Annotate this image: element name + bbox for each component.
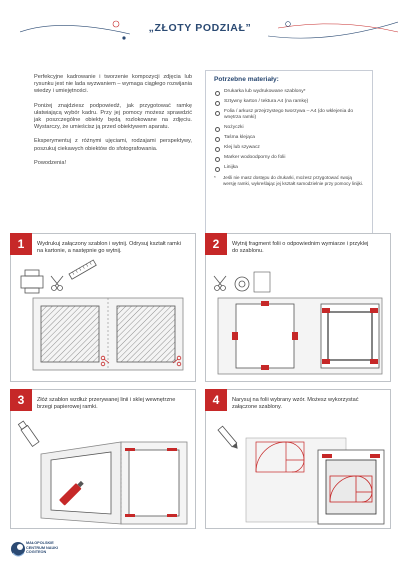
page-title: „ZŁOTY PODZIAŁ” (148, 22, 252, 34)
intro-paragraph: Eksperymentuj z różnymi ujęciami, rodzajami perspektywy, poszukuj ciekawych obiektów do sfotografowania. (34, 138, 192, 152)
list-item: Nożyczki (214, 125, 364, 131)
materials-box (205, 70, 373, 234)
step-4-panel (205, 389, 391, 529)
step-3-panel (10, 389, 196, 529)
footer-line: MAŁOPOLSKIE (26, 541, 54, 545)
footer-line: CENTRUM NAUKI (26, 545, 59, 550)
glue-icon (18, 420, 39, 446)
list-item: Drukarka lub wydrukowane szablony* (214, 89, 364, 95)
step-4-illustration (206, 390, 392, 530)
step-number-badge: 3 (10, 389, 32, 411)
step-number-badge: 2 (205, 233, 227, 255)
step-2-text: Wytnij fragment folii o odpowiednim wymiarze i przyklej do szablonu. (232, 241, 369, 254)
list-item: Klej lub szywacz (214, 145, 364, 151)
ruler-icon (69, 260, 96, 279)
scissors-icon (51, 276, 63, 291)
step-1-text: Wydrukuj załączony szablon i wytnij. Odrysuj kształt ramki na kartonie, a następnie go wytnij. (37, 241, 181, 254)
list-item: Linijka (214, 165, 364, 171)
note-star: * (214, 175, 216, 180)
step-1-illustration (11, 234, 197, 383)
intro-paragraph: Perfekcyjne kadrowanie i tworzenie kompozycji zdjęcia lub rysunku jest nie lada wyzwaniem – wymaga ciągłego rozwijania wiedzy i umiejętności. (34, 74, 192, 95)
step-3-illustration (11, 390, 197, 530)
printer-icon (21, 270, 43, 293)
materials-note (214, 175, 364, 187)
step-2-panel (205, 233, 391, 382)
intro-text (34, 74, 192, 174)
tape-icon (235, 277, 249, 291)
note-text: Jeśli nie masz dostępu do drukarki, możesz przygotować swoją wersję ramki, wykreślając jej kształt samodzielnie przy pomocy linijki. (223, 175, 364, 186)
intro-closing: Powodzenia! (34, 159, 67, 166)
step-1-panel (10, 233, 196, 382)
title-decoration-left (20, 14, 130, 48)
title-decoration-right (268, 14, 398, 48)
list-item: Folia / arkusz przejrzystego tworzywa – A4 (do wklejenia do wnętrza ramki) (214, 109, 364, 121)
marker-icon (218, 426, 240, 451)
list-item: Marker wodoodporny do folii (214, 155, 364, 161)
materials-heading: Potrzebne materiały: (214, 76, 279, 83)
step-4-text: Narysuj na folii wybrany wzór. Możesz wykorzystać załączone szablony. (232, 397, 359, 410)
list-item: Sztywny karton / tektura A4 (na ramkę) (214, 99, 364, 105)
step-3-text: Złóż szablon wzdłuż przerywanej linii i sklej wewnętrzne brzegi papierowej ramki. (37, 397, 176, 410)
list-item: Taśma klejąca (214, 135, 364, 141)
intro-paragraph: Poniżej znajdziesz podpowiedź, jak przygotować ramkę ułatwiającą wybór kadru. Przy jej pomocy możesz sprawdzić jak poszczególne obiekty będą rozlokowane na zdjęciu. Wystarczy, że umieścisz ją przed obiektywem aparatu. (34, 102, 192, 131)
step-number-badge: 1 (10, 233, 32, 255)
step-2-illustration (206, 234, 392, 383)
footer-brand (26, 541, 58, 555)
footer-line: COGITEON (26, 550, 47, 555)
materials-list (214, 89, 364, 171)
step-number-badge: 4 (205, 389, 227, 411)
scissors-icon (214, 276, 226, 291)
